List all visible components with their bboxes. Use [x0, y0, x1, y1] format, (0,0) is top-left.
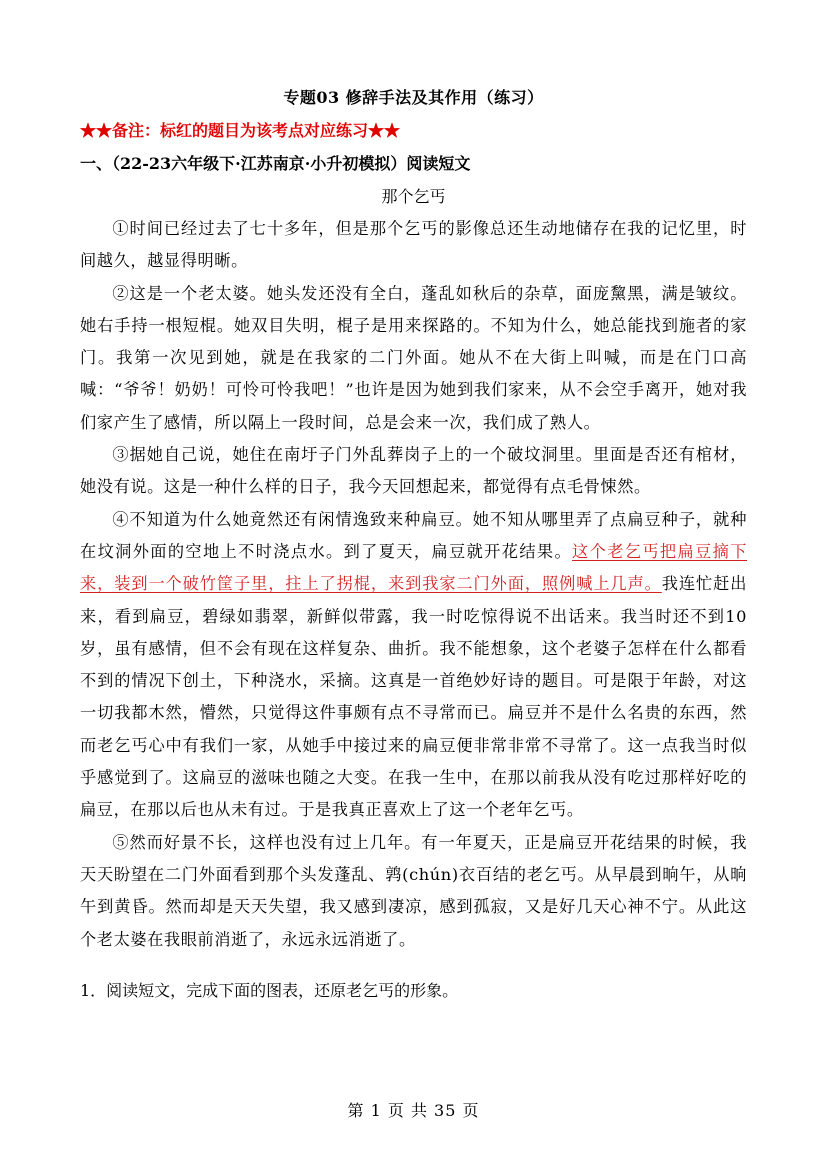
paragraph-4 [80, 504, 747, 827]
story-title: 那个乞丐 [381, 187, 446, 206]
section-heading: 一、（22-23六年级下·江苏南京·小升初模拟）阅读短文 [80, 154, 471, 173]
red-note: ★★备注：标红的题目为该考点对应练习★★ [80, 121, 401, 140]
paragraph-3: ③据她自己说，她住在南圩子门外乱葬岗子上的一个破坟洞里。里面是否还有棺材，她没有说。这是一种什么样的日子，我今天回想起来，都觉得有点毛骨悚然。 [80, 445, 747, 497]
highlighted-sentence: 这个老乞丐把扁豆摘下来，装到一个破竹筐子里，拄上了拐棍，来到我家二门外面，照例喊上几声。 [80, 541, 747, 594]
page-footer: 第 1 页 共 35 页 [347, 1101, 480, 1120]
question-1: 1．阅读短文，完成下面的图表，还原老乞丐的形象。 [80, 981, 459, 1000]
page-title: 专题03 修辞手法及其作用（练习） [283, 88, 544, 107]
paragraph-2: ②这是一个老太婆。她头发还没有全白，蓬乱如秋后的杂草，面庞黧黑，满是皱纹。她右手持一根短棍。她双目失明，棍子是用来探路的。不知为什么，她总能找到施者的家门。我第一次见到她，就是在我家的二门外面。她从不在大街上叫喊，而是在门口高喊：“爷爷！奶奶！可怜可怜我吧！”也许是因为她到我们家来，从不会空手离开，她对我们家产生了感情，所以隔上一段时间，总是会来一次，我们成了熟人。 [80, 283, 747, 432]
paragraph-5: ⑤然而好景不长，这样也没有过上几年。有一年夏天，正是扁豆开花结果的时候，我天天盼望在二门外面看到那个头发蓬乱、鹑(chún)衣百结的老乞丐。从早晨到晌午，从晌午到黄昏。然而却是天天失望，我又感到凄凉，感到孤寂，又是好几天心神不宁。从此这个老太婆在我眼前消逝了，永远永远消逝了。 [80, 832, 747, 949]
paragraph-1: ①时间已经过去了七十多年，但是那个乞丐的影像总还生动地储存在我的记忆里，时间越久，越显得明晰。 [80, 219, 747, 271]
paragraph-4-start: ④不知道为什么她竟然还有闲情逸致来种扁豆。她不知从哪里弄了点扁豆种子，就种在坟洞外面的空地上不时浇点水。到了夏天，扁豆就开花结果。 [80, 509, 747, 561]
paragraph-4-end: 我连忙赶出来，看到扁豆，碧绿如翡翠，新鲜似带露，我一时吃惊得说不出话来。我当时还不到10岁，虽有感情，但不会有现在这样复杂、曲折。我不能想象，这个老婆子怎样在什么都看不到的情况下创土，下种浇水，采摘。这真是一首绝妙好诗的题目。可是限于年龄，对这一切我都木然，懵然，只觉得这件事颇有点不寻常而已。扁豆并不是什么名贵的东西，然而老乞丐心中有我们一家，从她手中接过来的扁豆便非常非常不寻常了。这一点我当时似乎感觉到了。这扁豆的滋味也随之大变。在我一生中，在那以前我从没有吃过那样好吃的扁豆，在那以后也从未有过。于是我真正喜欢上了这一个老年乞丐。 [80, 574, 747, 820]
story-body [80, 213, 747, 956]
